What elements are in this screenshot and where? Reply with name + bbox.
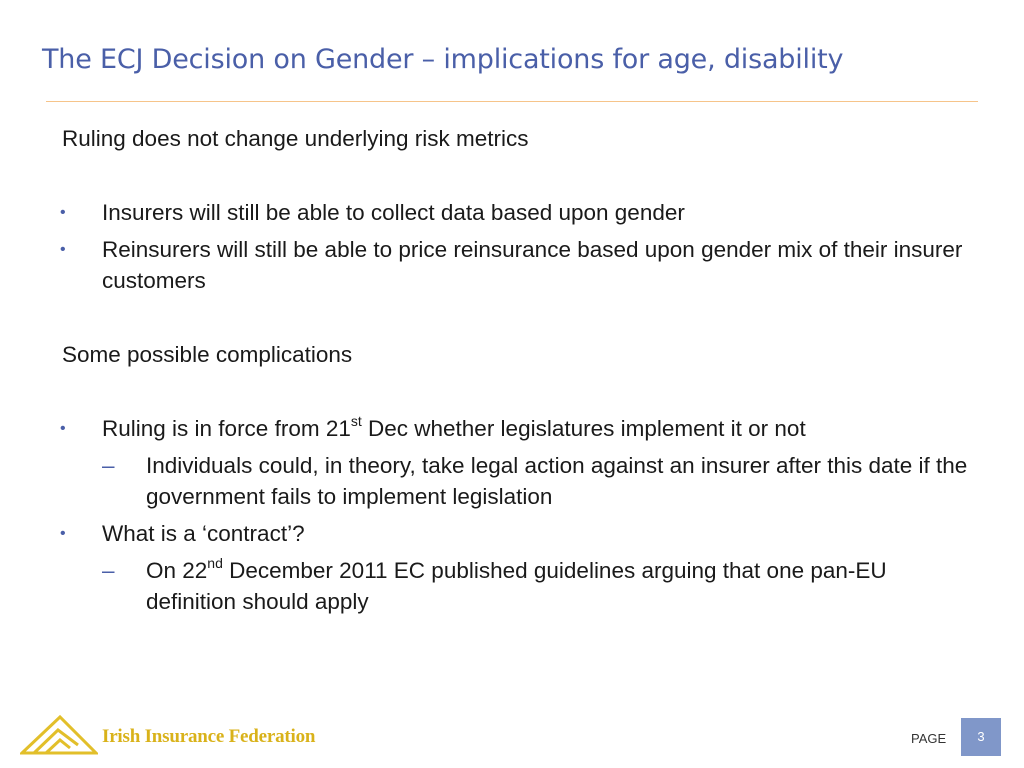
list-item [62, 413, 982, 512]
list-item [62, 518, 982, 617]
sub-item-text-pre: On 22 [146, 558, 208, 583]
bullet-icon: • [60, 525, 66, 542]
slide-content [62, 123, 982, 623]
sub-item-text: Individuals could, in theory, take legal action against an insurer after this date if the government fails to implement legislation [146, 453, 968, 509]
logo-text: Irish Insurance Federation [102, 726, 316, 747]
bullet-text: Reinsurers will still be able to price reinsurance based upon gender mix of their insurer customers [102, 237, 963, 293]
page-label: PAGE [911, 731, 947, 746]
triangle-logo-icon [20, 713, 98, 755]
intro-bullet-list [62, 197, 982, 296]
list-item [62, 234, 982, 296]
dash-icon: – [102, 453, 115, 478]
complications-heading: Some possible complications [62, 342, 353, 367]
intro-text: Ruling does not change underlying risk metrics [62, 126, 529, 151]
sub-item-text-post: December 2011 EC published guidelines arguing that one pan-EU definition should apply [146, 558, 887, 614]
sub-list-item [102, 450, 982, 512]
complications-bullet-list [62, 413, 982, 617]
footer-logo [20, 712, 315, 756]
bullet-text-post: Dec whether legislatures implement it or not [361, 416, 806, 441]
ordinal-suffix: st [350, 412, 362, 429]
page-number: 3 [961, 718, 1001, 756]
bullet-text: Insurers will still be able to collect data based upon gender [102, 200, 685, 225]
sub-list [102, 450, 982, 512]
bullet-icon: • [60, 420, 66, 437]
slide-title: The ECJ Decision on Gender – implications for age, disability [42, 44, 844, 75]
sub-list [102, 555, 982, 617]
bullet-icon: • [60, 241, 66, 258]
bullet-text-pre: Ruling is in force from 21 [102, 416, 351, 441]
ordinal-suffix: nd [207, 554, 223, 571]
bullet-icon: • [60, 204, 66, 221]
sub-list-item [102, 555, 982, 617]
title-divider [46, 101, 978, 102]
list-item [62, 197, 982, 228]
dash-icon: – [102, 558, 115, 583]
bullet-text: What is a ‘contract’? [102, 521, 305, 546]
